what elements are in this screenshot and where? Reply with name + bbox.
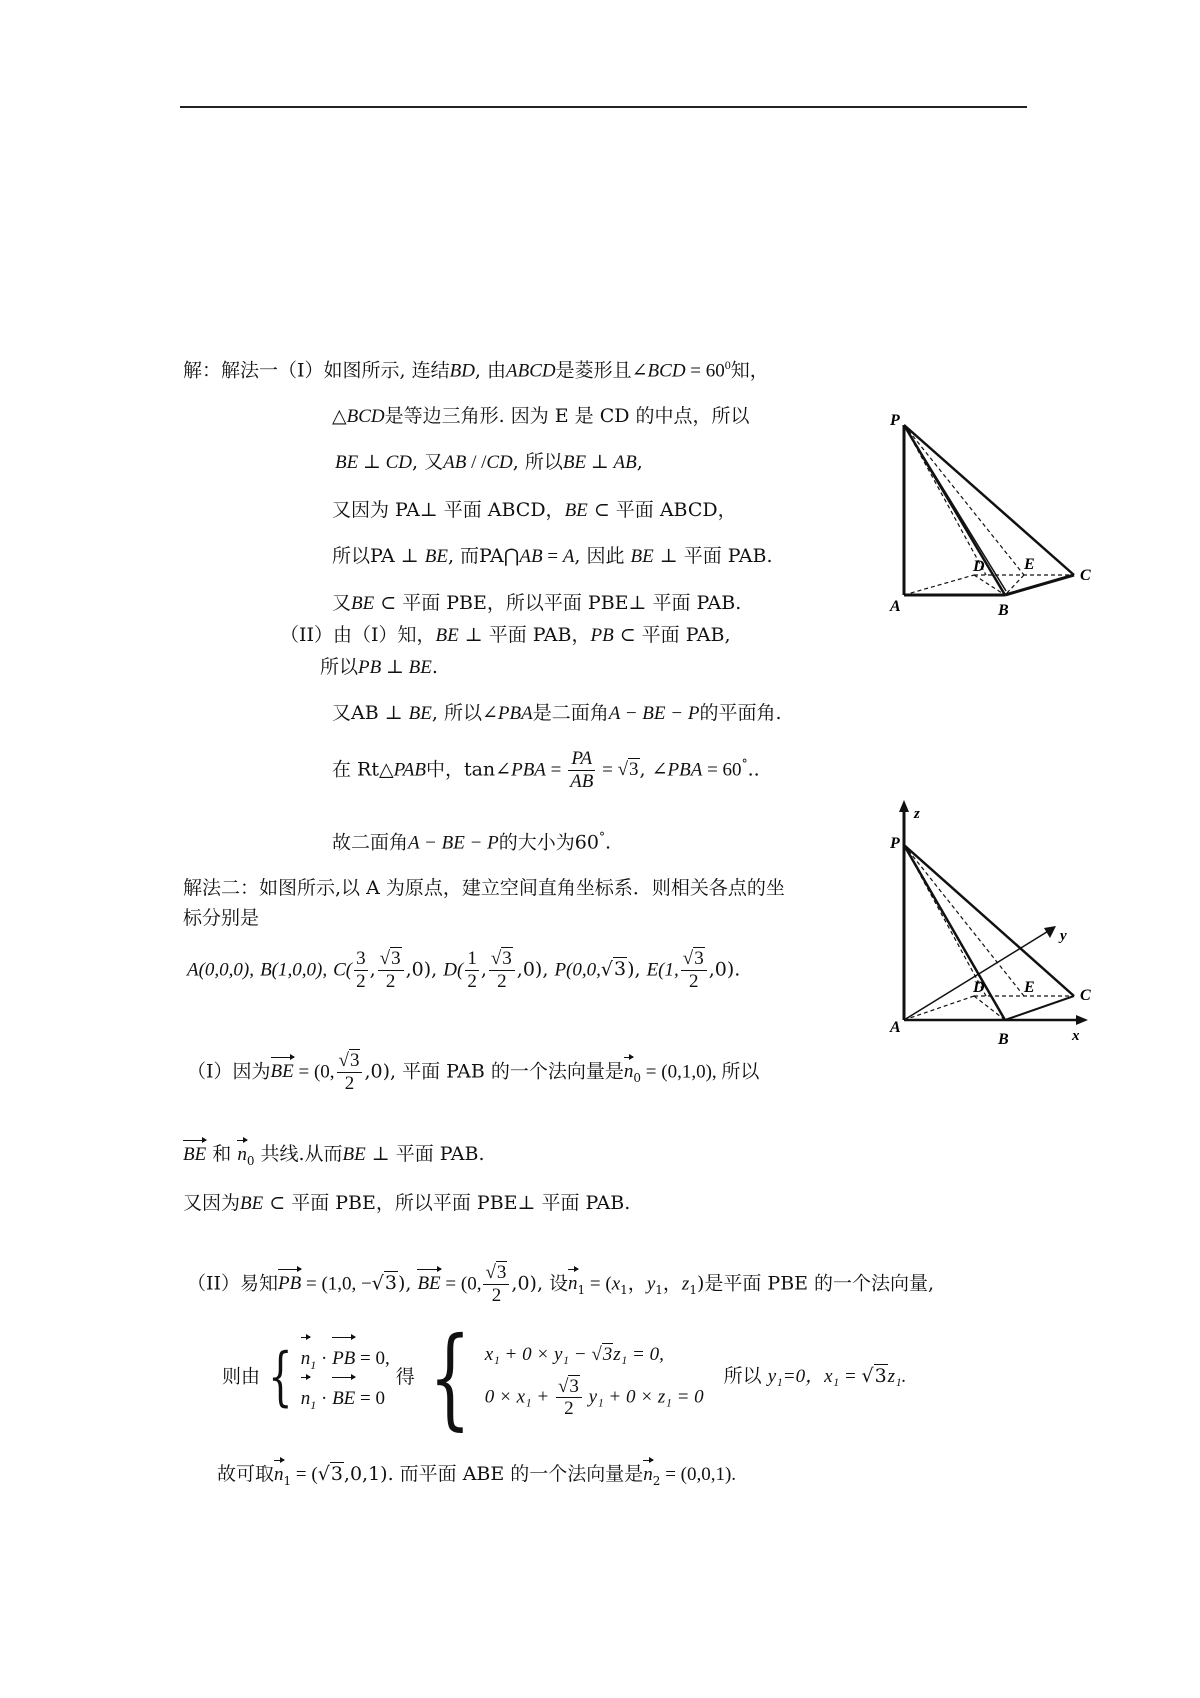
fraction-pa-ab: $\frac{PA}{AB}$ bbox=[570, 748, 594, 792]
sol2-coordinates: A(0,0,0), B(1,0,0), C( $\frac{3}{2}$ , $\frac{√3}{2}$ ,0), D( $\frac{1}{2}$ , $\frac{√3}{2}$ ,0), P(0,0,√3), E(1, $\frac{√3}{2}$ ,0). bbox=[187, 948, 741, 992]
sol1-line2: △BCD是等边三角形. 因为 E 是 CD 的中点，所以 bbox=[332, 405, 750, 427]
label-B: B bbox=[998, 602, 1009, 619]
sol2-final-line: 故可取$n_1 = (√3,0,1)$. 而平面 ABE 的一个法向量是$n_2 = (0,0,1)$. bbox=[217, 1460, 736, 1488]
sol2-part2-line1: （II）易知PB = (1,0, −√3), BE = (0, $\frac{√3}{2}$ ,0), 设$n_1 = (x_1$，$y_1$，$z_1$)是平面 PBE 的一个法向量, bbox=[187, 1262, 935, 1306]
label-x: x bbox=[1072, 1028, 1080, 1044]
label-P: P bbox=[890, 835, 900, 852]
sol2-system: 则由 { $n_1$ · PB = 0, $n_1$ · BE = 0 得 { x₁ + 0 × y₁ − √3z₁ = 0, 0 × x₁ + $\frac{√3}{2}$ y₁ + 0 × z₁ = 0 所以 y₁=0，x₁ = √3z₁. bbox=[222, 1313, 907, 1441]
label-P: P bbox=[890, 412, 900, 429]
label-E: E bbox=[1024, 979, 1035, 996]
sol1-line3: BE ⊥ CD, 又AB / /CD, 所以BE ⊥ AB, bbox=[335, 451, 643, 473]
sol1-line5: 所以PA ⊥ BE, 而PA⋂AB = A, 因此 BE ⊥ 平面 PAB. bbox=[332, 545, 773, 567]
sol1-line4: 又因为 PA⊥ 平面 ABCD，BE ⊂ 平面 ABCD， bbox=[332, 499, 737, 521]
label-B: B bbox=[998, 1031, 1009, 1048]
label-y: y bbox=[1060, 928, 1067, 944]
header-rule bbox=[180, 106, 1027, 108]
label-C: C bbox=[1080, 567, 1091, 584]
sol2-line1: 解法二：如图所示,以 A 为原点，建立空间直角坐标系．则相关各点的坐 bbox=[183, 877, 785, 899]
sol1-part2-line5: 故二面角A − BE − P的大小为60°. bbox=[332, 830, 611, 854]
label-E: E bbox=[1024, 556, 1035, 573]
sol1-part2-line1: （II）由（I）知，BE ⊥ 平面 PAB，PB ⊂ 平面 PAB, bbox=[280, 624, 731, 646]
sol1-part2-line3: 又AB ⊥ BE, 所以∠PBA是二面角A − BE − P的平面角. bbox=[332, 702, 782, 724]
sol2-line2: 标分别是 bbox=[183, 907, 260, 929]
sol2-part1-line1: （I）因为BE = (0, $\frac{√3}{2}$ ,0), 平面 PAB 的一个法向量是$n_0 = (0,1,0)$, 所以 bbox=[187, 1050, 760, 1094]
pyramid-figure-1 bbox=[880, 405, 1100, 625]
sol2-part1-line3: 又因为BE ⊂ 平面 PBE，所以平面 PBE⊥ 平面 PAB. bbox=[183, 1192, 631, 1214]
label-z: z bbox=[914, 806, 920, 822]
sol2-part1-line2: BE 和 $n_0$ 共线.从而BE ⊥ 平面 PAB. bbox=[183, 1140, 485, 1168]
label-A: A bbox=[890, 1019, 901, 1036]
label-D: D bbox=[973, 979, 985, 996]
sol1-part2-line2: 所以PB ⊥ BE. bbox=[320, 656, 438, 678]
label-C: C bbox=[1080, 987, 1091, 1004]
sol1-line6: 又BE ⊂ 平面 PBE，所以平面 PBE⊥ 平面 PAB. bbox=[332, 592, 742, 614]
sol1-part2-line4: 在 Rt△PAB中，tan∠PBA = $\frac{PA}{AB}$ = √3, ∠PBA = 60°.. bbox=[332, 748, 760, 792]
sol1-line1: 解：解法一（I）如图所示, 连结BD, 由ABCD是菱形且∠BCD = $60^0$知， bbox=[183, 358, 769, 382]
sqrt-3: √3 bbox=[617, 759, 639, 781]
label-A: A bbox=[890, 598, 901, 615]
label-D: D bbox=[973, 558, 985, 575]
coordinate-figure-2 bbox=[880, 800, 1100, 1050]
